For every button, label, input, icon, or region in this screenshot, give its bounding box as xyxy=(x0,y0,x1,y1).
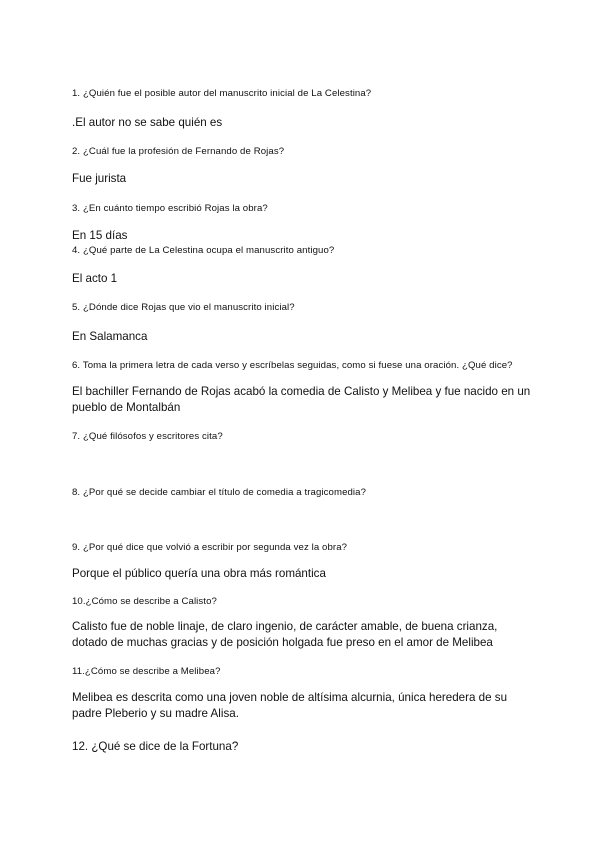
question-8: 8. ¿Por qué se decide cambiar el título de comedia a tragicomedia? xyxy=(72,487,367,498)
question-5: 5. ¿Dónde dice Rojas que vio el manuscrito inicial? xyxy=(72,302,295,313)
answer-3: En 15 días xyxy=(72,229,128,242)
answer-2: Fue jurista xyxy=(72,172,127,185)
question-2: 2. ¿Cuál fue la profesión de Fernando de Rojas? xyxy=(72,146,285,157)
answer-10: Calisto fue de noble linaje, de claro ingenio, de carácter amable, de buena crianza, dotado de muchas gracias y de posición holgada fue preso en el amor de Melibea xyxy=(72,620,498,649)
question-4: 4. ¿Qué parte de La Celestina ocupa el manuscrito antiguo? xyxy=(72,245,335,256)
question-11: 11.¿Cómo se describe a Melibea? xyxy=(72,666,221,677)
question-7: 7. ¿Qué filósofos y escritores cita? xyxy=(72,431,223,442)
answer-6: El bachiller Fernando de Rojas acabó la comedia de Calisto y Melibea y fue nacido en un pueblo de Montalbán xyxy=(72,385,531,414)
question-12: 12. ¿Qué se dice de la Fortuna? xyxy=(72,740,239,753)
answer-1: .El autor no se sabe quién es xyxy=(72,116,223,129)
question-1: 1. ¿Quién fue el posible autor del manuscrito inicial de La Celestina? xyxy=(72,88,372,99)
answer-9: Porque el público quería una obra más romántica xyxy=(72,567,326,580)
question-10: 10.¿Cómo se describe a Calisto? xyxy=(72,596,217,607)
answer-5: En Salamanca xyxy=(72,330,148,343)
question-3: 3. ¿En cuánto tiempo escribió Rojas la obra? xyxy=(72,203,268,214)
question-9: 9. ¿Por qué dice que volvió a escribir por segunda vez la obra? xyxy=(72,542,348,553)
question-6: 6. Toma la primera letra de cada verso y escríbelas seguidas, como si fuese una oración. ¿Qué dice? xyxy=(72,360,513,371)
answer-11: Melibea es descrita como una joven noble de altísima alcurnia, única heredera de su padre Pleberio y su madre Alisa. xyxy=(72,691,508,720)
answer-4: El acto 1 xyxy=(72,272,118,285)
